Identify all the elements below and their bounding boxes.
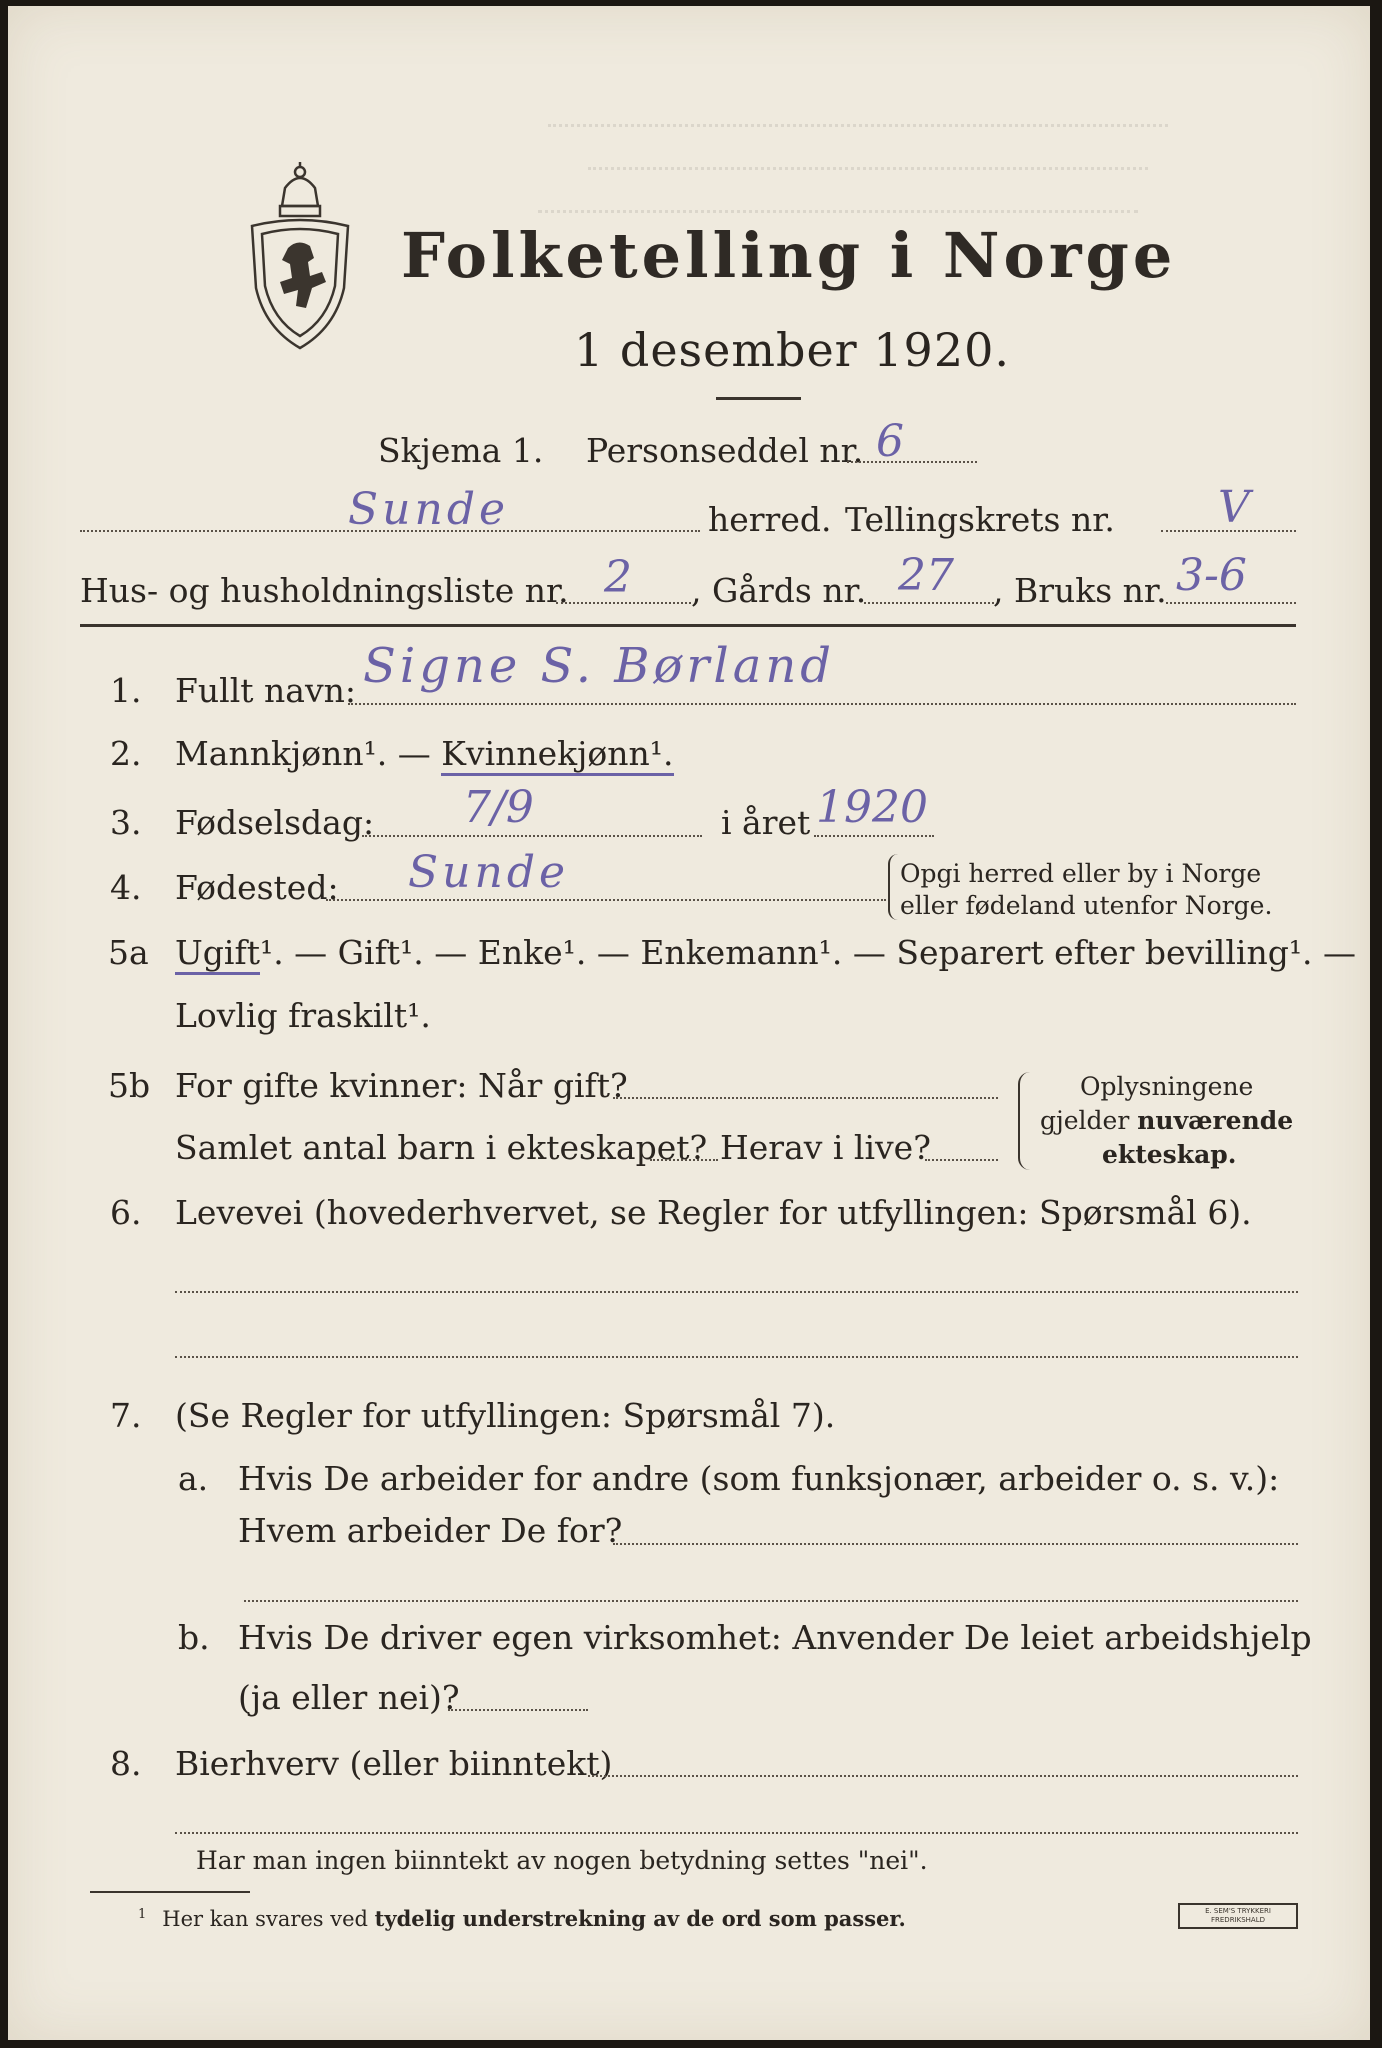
census-form-page (8, 6, 1370, 2040)
q6-label: Levevei (hovederhvervet, se Regler for utfyllingen: Spørsmål 6). (175, 1193, 1252, 1232)
q2-gender-options (175, 734, 674, 774)
q7a-employer-label: Hvem arbeider De for? (238, 1511, 623, 1550)
q7b-line2: (ja eller nei)? (238, 1678, 460, 1717)
occupation-field-line2[interactable] (175, 1356, 1298, 1358)
gards-field[interactable] (864, 602, 994, 604)
q7a-line1: Hvis De arbeider for andre (som funksjonær, arbeider o. s. v.): (238, 1459, 1280, 1498)
birthdate-value: 7/9 (463, 782, 534, 833)
form-title: Folketelling i Norge (401, 219, 1177, 292)
q7b-letter: b. (178, 1618, 210, 1657)
q1-label: Fullt navn: (175, 671, 356, 710)
q5a-number: 5a (108, 933, 149, 972)
q3-label: Fødselsdag: (175, 803, 375, 842)
q7b-line1: Hvis De driver egen virksomhet: Anvender De leiet arbeidshjelp (238, 1618, 1312, 1657)
q5b-note-line3: ekteskap. (1102, 1140, 1237, 1169)
q5b-married-when-label: For gifte kvinner: Når gift? (175, 1066, 628, 1105)
q3-year-label: i året (721, 803, 811, 842)
personseddel-label: Personseddel nr. (586, 431, 864, 470)
q5b-note-gjelder: gjelder (1040, 1106, 1138, 1135)
gards-value: 27 (898, 550, 954, 601)
q5b-alive-label: Herav i live? (720, 1128, 931, 1167)
title-divider (716, 397, 801, 400)
birth-year-value: 1920 (816, 782, 928, 833)
q3-number: 3. (110, 803, 142, 842)
q5b-note-brace (1018, 1072, 1030, 1170)
personseddel-field[interactable] (847, 461, 977, 463)
q5a-line2[interactable]: Lovlig fraskilt¹. (175, 996, 431, 1035)
bruks-field[interactable] (1166, 602, 1296, 604)
q4-note-brace (888, 854, 898, 920)
full-name-value: Signe S. Børland (363, 638, 835, 694)
full-name-field[interactable] (348, 703, 1296, 705)
birthdate-field[interactable] (362, 835, 702, 837)
occupation-field-line1[interactable] (175, 1291, 1298, 1293)
q6-number: 6. (110, 1193, 142, 1232)
tellingskrets-label: Tellingskrets nr. (845, 500, 1115, 539)
q4-note-line1: Opgi herred eller by i Norge (900, 859, 1262, 888)
q7-label: (Se Regler for utfyllingen: Spørsmål 7). (175, 1396, 836, 1435)
q8-label: Bierhverv (eller biinntekt) (175, 1744, 613, 1783)
q5b-note-line1: Oplysningene (1080, 1072, 1254, 1101)
hus-label: Hus- og husholdningsliste nr. (80, 571, 569, 610)
personseddel-value: 6 (876, 416, 904, 467)
form-date: 1 desember 1920. (574, 323, 1010, 377)
q4-note-line2: eller fødeland utenfor Norge. (900, 891, 1273, 920)
birthplace-field[interactable] (326, 899, 886, 901)
herred-value: Sunde (348, 484, 510, 535)
footnote-mark: 1 (138, 1907, 147, 1922)
footnote-text-plain: Her kan svares ved (162, 1907, 375, 1931)
q7-number: 7. (110, 1396, 142, 1435)
bruks-value: 3-6 (1176, 550, 1247, 601)
q5a-marital-options (175, 933, 1356, 973)
employer-field-line2[interactable] (244, 1600, 1298, 1602)
birthplace-value: Sunde (408, 847, 570, 898)
children-count-field[interactable] (650, 1159, 718, 1161)
children-alive-field[interactable] (925, 1159, 998, 1161)
gender-male-option[interactable]: Mannkjønn¹. (175, 734, 388, 773)
q8-number: 8. (110, 1744, 142, 1783)
gender-separator: — (387, 734, 442, 773)
q5b-children-label: Samlet antal barn i ekteskapet? (175, 1128, 708, 1167)
side-income-field-line2[interactable] (175, 1832, 1298, 1834)
tellingskrets-value: V (1218, 482, 1250, 533)
footnote-divider (90, 1891, 250, 1893)
header-divider (80, 624, 1296, 627)
herred-label: herred. (708, 500, 832, 539)
printer-stamp (1178, 1903, 1298, 1929)
hus-value: 2 (604, 552, 632, 603)
birth-year-field[interactable] (814, 835, 934, 837)
marital-ugift-option-selected[interactable]: Ugift (175, 933, 260, 975)
footnote (138, 1901, 906, 1933)
skjema-label: Skjema 1. (378, 431, 544, 470)
q5b-note-line2 (1040, 1106, 1293, 1136)
marital-other-options[interactable]: ¹. — Gift¹. — Enke¹. — Enkemann¹. — Separert efter bevilling¹. — (259, 933, 1357, 972)
q1-number: 1. (110, 671, 142, 710)
q4-number: 4. (110, 868, 142, 907)
gards-label: , Gårds nr. (691, 571, 867, 610)
hired-help-field[interactable] (448, 1709, 588, 1711)
q8-note: Har man ingen biinntekt av nogen betydning settes "nei". (196, 1846, 928, 1875)
footnote-text-bold: tydelig understrekning av de ord som passer. (374, 1906, 906, 1931)
q7a-letter: a. (178, 1459, 209, 1498)
bruks-label: , Bruks nr. (993, 571, 1167, 610)
q5b-note-nuvaerende: nuværende (1137, 1106, 1294, 1135)
printer-stamp-line2: FREDRIKSHALD (1210, 1916, 1265, 1924)
printer-stamp-line1: E. SEM'S TRYKKERI (1205, 1907, 1271, 1915)
gender-female-option-selected[interactable]: Kvinnekjønn¹. (441, 734, 673, 776)
norway-coat-of-arms-icon (240, 158, 360, 358)
side-income-field-line1[interactable] (588, 1775, 1298, 1777)
q5b-number: 5b (108, 1066, 151, 1105)
married-when-field[interactable] (613, 1097, 998, 1099)
q2-number: 2. (110, 734, 142, 773)
q4-label: Fødested: (175, 868, 339, 907)
employer-field-line1[interactable] (613, 1543, 1298, 1545)
